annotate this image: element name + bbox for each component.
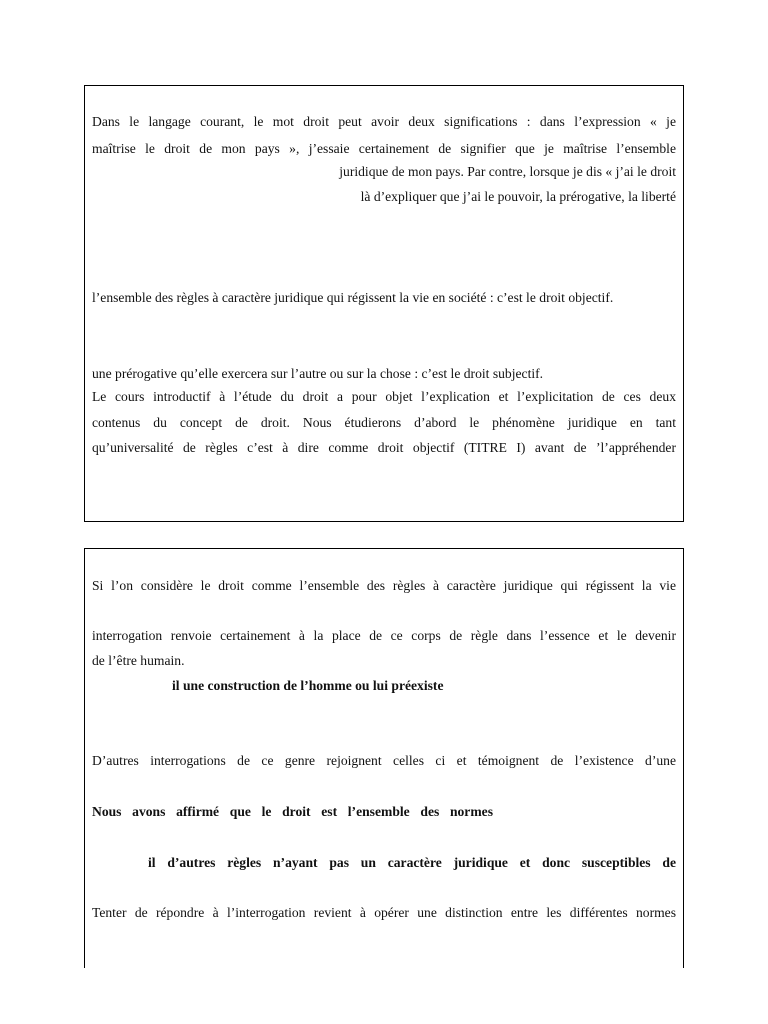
paragraph-line: Le cours introductif à l’étude du droit a pour objet l’explication et l’explicitation de ces deux — [92, 389, 676, 404]
text-frame-1 — [84, 85, 684, 522]
paragraph-line: l’ensemble des règles à caractère juridique qui régissent la vie en société : c’est le droit objectif. — [92, 290, 614, 305]
paragraph-line: Dans le langage courant, le mot droit peut avoir deux significations : dans l’expression « je — [92, 114, 676, 129]
paragraph-line: là d’expliquer que j’ai le pouvoir, la prérogative, la liberté — [360, 189, 676, 204]
paragraph-line: Tenter de répondre à l’interrogation revient à opérer une distinction entre les différentes normes — [92, 905, 676, 920]
paragraph-line: de l’être humain. — [92, 653, 185, 668]
bold-heading-line: il d’autres règles n’ayant pas un caractère juridique et donc susceptibles de — [148, 855, 676, 870]
paragraph-line: D’autres interrogations de ce genre rejoignent celles ci et témoignent de l’existence d’une — [92, 753, 676, 768]
paragraph-line: maîtrise le droit de mon pays », j’essaie certainement de signifier que je maîtrise l’ensemble — [92, 141, 676, 156]
bold-heading-line: il une construction de l’homme ou lui préexiste — [172, 678, 444, 693]
paragraph-line: contenus du concept de droit. Nous étudierons d’abord le phénomène juridique en tant — [92, 415, 676, 430]
paragraph-line: juridique de mon pays. Par contre, lorsque je dis « j’ai le droit — [339, 164, 676, 179]
paragraph-line: une prérogative qu’elle exercera sur l’autre ou sur la chose : c’est le droit subjectif. — [92, 366, 544, 381]
text-frame-2 — [84, 548, 684, 968]
paragraph-line: Si l’on considère le droit comme l’ensemble des règles à caractère juridique qui régissent la vie — [92, 578, 676, 593]
bold-heading-line: Nous avons affirmé que le droit est l’ensemble des normes — [92, 804, 493, 819]
paragraph-line: qu’universalité de règles c’est à dire comme droit objectif (TITRE I) avant de ’l’appréhender — [92, 440, 676, 455]
paragraph-line: interrogation renvoie certainement à la place de ce corps de règle dans l’essence et le devenir — [92, 628, 676, 643]
